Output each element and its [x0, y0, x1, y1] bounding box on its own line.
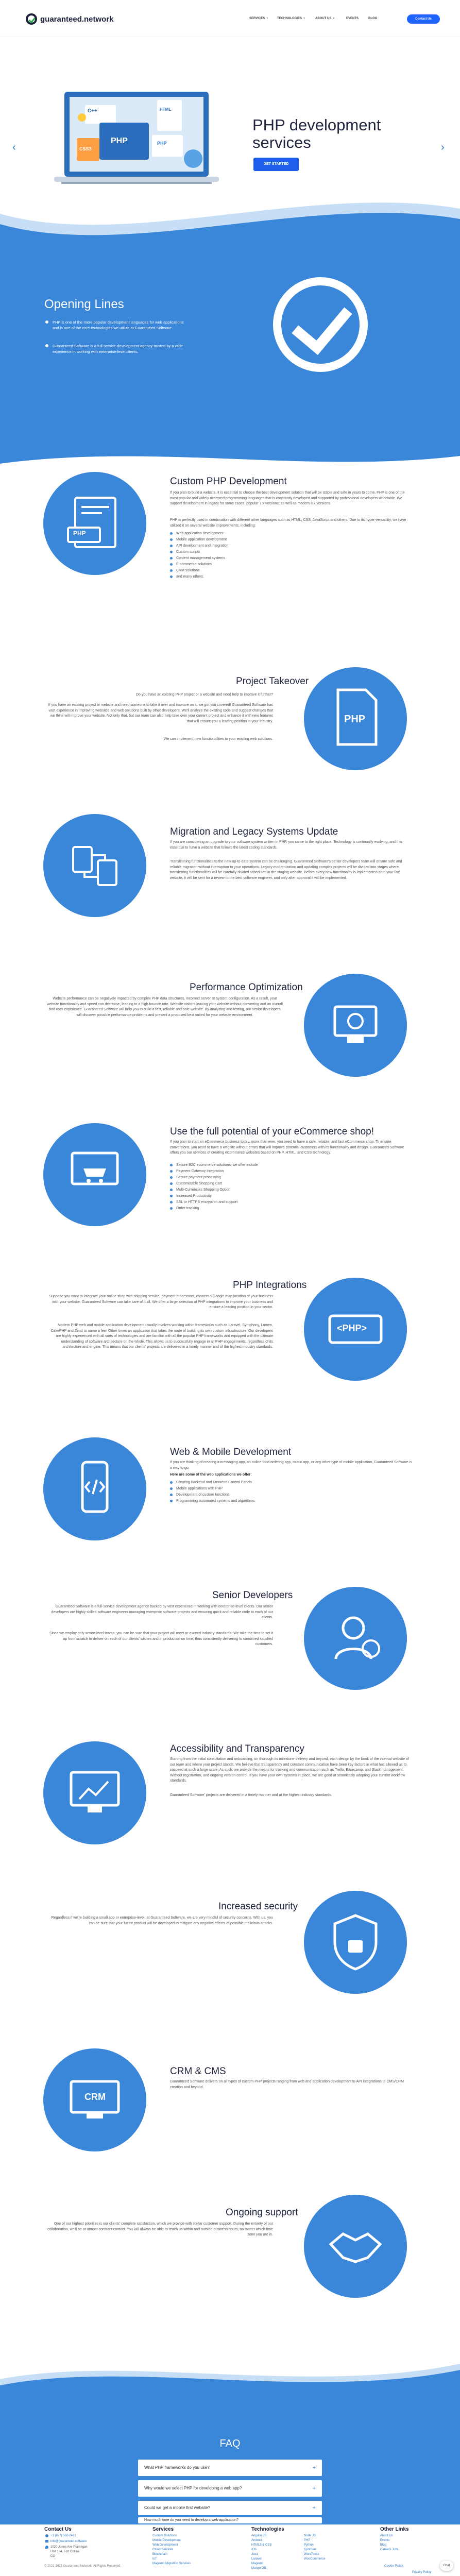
- nav-services[interactable]: [249, 17, 268, 20]
- brand-logo[interactable]: [26, 13, 114, 25]
- art-label-html: HTML: [160, 107, 172, 112]
- location-icon: [45, 2546, 48, 2549]
- list-item: Programming automated systems and algorithms: [170, 1498, 255, 1504]
- faq-item[interactable]: [138, 2517, 322, 2523]
- footer-link[interactable]: Magento: [251, 2562, 264, 2565]
- nav-about[interactable]: [315, 17, 335, 20]
- privacy-policy-link[interactable]: Privacy Policy: [412, 2571, 432, 2574]
- section-text: If you have an existing project or website and need someone to take it over and improve on it, we got you covered! Guaranteed Software has vast experience in improving websites and web solutions built by other developers. We'll analyze the existing code and suggest changes that we think will improve your website. Not only that, but our team can also help take over your current project and enhance it with new features that will ensure you a leading position in your industry.: [48, 703, 273, 723]
- plus-icon: +: [312, 2465, 316, 2471]
- list-item: Payment Gateway Integration: [170, 1168, 258, 1175]
- art-label-css: CSS3: [79, 146, 92, 151]
- footer-email-link[interactable]: info@guaranteed.software: [50, 2540, 87, 2543]
- list-item: Mobile application development: [170, 537, 229, 543]
- footer-technologies-title: Technologies: [251, 2527, 284, 2532]
- section-text: Guaranteed Software delivers on all types of custom PHP projects ranging from web and application development to API integrations to CMS/CRM creation and beyond.: [170, 2080, 404, 2089]
- list-item: Custom scripts: [170, 549, 229, 555]
- crm-icon-label: CRM: [84, 2092, 106, 2102]
- php-icon-label: PHP: [73, 530, 86, 537]
- carousel-prev-button[interactable]: ‹: [12, 142, 16, 153]
- section-text: Do you have an existing PHP project or a website and need help to improve it further?: [135, 693, 273, 697]
- section-text: Website performance can be negatively impacted by complex PHP data structures, incorrect server or system configuration. As a result, your website functionality and speed can decrease, leading to a high bounce rate. Website visitors leaving your website without converting and an overall bad user experience. Guaranteed Software will help you to build a fast, reliable and safe website. By analyzing and testing, our senior developers will discover possible performance problems and present a proposed best suited for your website environment.: [47, 997, 283, 1017]
- section-text: Modern PHP web and mobile application development usually involves working within frameworks such as Laravel, Symphony, Lumen, CakePHP and Zend to name a few. Other times an application that takes the route of building its own custom infrastructure. Our developers are highly experienced with all sorts of technologies and are familiar with all the popular PHP frameworks and equipped with the ultimate understanding of software architecture on the whole. This allows us to successfully engage in all PHP engagements, regardless of its architecture and engine. This means that our clients' projects are delivered in a timely manner and of the highest industry standards.: [50, 1324, 273, 1349]
- mobile-dev-icon: [43, 1437, 146, 1540]
- section-text: Guaranteed Software' projects are delivered in a timely manner and at the highest industry standards.: [170, 1793, 332, 1797]
- section-title: Increased security: [218, 1901, 298, 1912]
- nav-label: SERVICES: [249, 17, 265, 20]
- nav-technologies[interactable]: [277, 17, 305, 20]
- chat-widget-button[interactable]: Chat: [440, 2561, 453, 2571]
- footer-link[interactable]: About Us: [380, 2534, 393, 2537]
- footer-link[interactable]: Node JS: [304, 2534, 316, 2537]
- footer-link[interactable]: Careers Jobs: [380, 2548, 399, 2551]
- list-item: and many others.: [170, 574, 229, 580]
- footer-link[interactable]: iOS: [251, 2548, 257, 2551]
- faq-question: How much time do you need to develop a web application?: [144, 2518, 238, 2522]
- footer-address: 1020 Jones Ave Ptarmigan: [50, 2546, 88, 2549]
- footer-link[interactable]: Blockchain: [152, 2553, 168, 2556]
- mail-icon: [45, 2540, 48, 2543]
- hero-title: PHP development services: [252, 116, 381, 151]
- php-file-label: PHP: [344, 714, 366, 725]
- check-logo-icon: [26, 13, 37, 25]
- footer-link[interactable]: Java: [251, 2553, 258, 2556]
- mobile-list: [170, 1480, 255, 1504]
- footer-link[interactable]: PHP: [304, 2539, 311, 2542]
- section-text: Transitioning functionalities to the new up-to-date system can be challenging. Guaranteed Software's senior developers team will ensure safe and reliable migration without interruption to your operations. Legacy modernization and updating complex projects will be divided into stages where transferring functionalities will be carefully divided scheduled in the staging website. Before every new functionality is implemented onto your live website, it will be sent for a review to the best software engineer, and only after approval it will be implemented.: [170, 860, 402, 880]
- php-tag-icon: [304, 1278, 407, 1381]
- crm-icon: [43, 2048, 146, 2151]
- footer-link[interactable]: Blog: [380, 2544, 387, 2547]
- list-item: Secure payment processing: [170, 1175, 258, 1181]
- faq-title: FAQ: [219, 2438, 241, 2449]
- opening-item-text: PHP is one of the more popular development languages for web applications and is one of the core technologies we utilize at Guaranteed Software.: [53, 320, 184, 330]
- art-label-php-small: PHP: [157, 141, 167, 146]
- footer-link[interactable]: Laravel: [251, 2557, 262, 2561]
- checkmark-icon: [273, 277, 368, 372]
- opening-title: Opening Lines: [44, 297, 124, 311]
- footer-link[interactable]: Custom Solutions: [152, 2534, 177, 2537]
- faq-wave: [0, 2354, 460, 2396]
- section-text: One of our highest priorities is our clients' complete satisfaction, which we provide with stellar customer support. During the entirety of our collaboration, we'll be at utmost constant contact. You will always be able to reach us within and outside business hours, no matter which time zone you are in.: [47, 2222, 273, 2236]
- plus-icon: +: [312, 2485, 316, 2492]
- list-item: Development of custom functions: [170, 1492, 255, 1498]
- chevron-down-icon: ▼: [332, 17, 335, 20]
- handshake-icon: [304, 2195, 407, 2298]
- section-text: Suppose you want to integrate your online shop with shipping service, payment processors, connect a Google map location of your business with your website. Guaranteed Software can take care of it all. We offer a large selection of PHP integrations to improve your business and ensure a leading position in your sector.: [49, 1295, 273, 1309]
- bullet-icon: [45, 320, 48, 324]
- footer-link[interactable]: Android: [251, 2539, 262, 2542]
- band-wave: [0, 443, 460, 474]
- section-title: Web & Mobile Development: [170, 1447, 292, 1458]
- section-title: Accessibility and Transparency: [170, 1743, 304, 1754]
- faq-question: What PHP frameworks do you use?: [144, 2465, 210, 2470]
- nav-label: ABOUT US: [315, 17, 332, 20]
- list-item: Content management systems: [170, 555, 229, 562]
- section-text: Guaranteed Software is a full-service development agency backed by vast experience in working with enterprise-level clients. Our senior developers are highly skilled software engineers managing enterprise software projects and ensuring quick and reliable code to each of our clients.: [51, 1605, 273, 1619]
- list-item: Multi-Currencies Shopping Option: [170, 1187, 258, 1193]
- list-item: Web application development: [170, 531, 229, 537]
- footer-link[interactable]: IoT: [152, 2557, 157, 2561]
- chevron-down-icon: ▼: [266, 17, 269, 20]
- section-text: If you plan to build a website, it is essential to choose the best development solution that will be stable and safe in years to come. PHP is one of the most popular and widely accepted programming languages that is constantly developed and supported by professional developers worldwide. We support development in legacy for some cases; popular 7.x versions; as well as modern 8.x versions.: [170, 491, 405, 505]
- footer-other-title: Other Links: [380, 2527, 409, 2532]
- footer-phone-link[interactable]: +1 (877) 562-2461: [50, 2534, 76, 2537]
- footer-link[interactable]: Events: [380, 2539, 390, 2542]
- site-header: [0, 0, 460, 37]
- section-title: Migration and Legacy Systems Update: [170, 826, 338, 837]
- nav-label: BLOG: [368, 17, 378, 20]
- section-text: Regardless if we're building a small app or enterprise-level, at Guaranteed Software, we are very mindful of security concerns. With us, you can be sure that your future product will be developed to mitigate any negative effects of possible malicious attacks.: [51, 1916, 273, 1925]
- footer-link[interactable]: Python: [304, 2544, 314, 2547]
- nav-label: EVENTS: [346, 17, 359, 20]
- ecommerce-list: [170, 1162, 258, 1212]
- footer-link[interactable]: Angular JS: [251, 2534, 267, 2537]
- footer-link[interactable]: Mobile Development: [152, 2539, 181, 2542]
- footer-address: Unit 104, Fort Collins: [50, 2550, 80, 2553]
- laptop-illustration: [54, 87, 227, 205]
- footer-services-title: Services: [152, 2527, 174, 2532]
- footer-link[interactable]: Web Development: [152, 2544, 178, 2547]
- cookie-policy-link[interactable]: Cookie Policy: [384, 2565, 403, 2568]
- carousel-next-button[interactable]: ›: [441, 142, 445, 153]
- list-item: Order tracking: [170, 1206, 258, 1212]
- opening-item: [45, 319, 184, 331]
- section-title: Project Takeover: [236, 676, 309, 687]
- art-label-cpp: C++: [88, 108, 97, 114]
- copyright: © 2022-2023 Guaranteed Network. All Rights Reserved.: [44, 2565, 122, 2568]
- list-item: API development and integration: [170, 543, 229, 549]
- footer-link[interactable]: WooCommerce: [304, 2557, 326, 2561]
- php-file-icon: [304, 667, 407, 770]
- list-item: CRM solutions: [170, 568, 229, 574]
- footer-link[interactable]: SpotBee: [304, 2548, 316, 2551]
- section-text: Since we employ only senior-level teams, you can be sure that your project will meet or exceed industry standards. We take the time to set it up from scratch to deliver on each of our clients' wishes and in production on time, thus consistently delivering to combined satisfied customers.: [49, 1632, 273, 1646]
- section-text: Here are some of the web applications we offer:: [170, 1473, 252, 1477]
- section-text: PHP is perfectly used in combination with different other languages such as HTML, CSS, JavaScript and others. Due to its hyper-versatility, we have utilized it on several website improvements, including:: [170, 518, 406, 528]
- footer-contact-title: Contact Us: [44, 2527, 72, 2532]
- section-title: Custom PHP Development: [170, 476, 287, 487]
- brand-name: guaranteed.network: [40, 14, 114, 24]
- list-item: SSL or HTTPS encryption and support: [170, 1199, 258, 1206]
- phone-icon: [45, 2534, 48, 2537]
- services-list: [170, 531, 229, 580]
- security-icon: [304, 1891, 407, 1994]
- faq-item[interactable]: [138, 2480, 322, 2497]
- section-text: If you are considering an upgrade to your software system written in PHP, you came to the right place. Technology is continually evolving, and it is essential to have a website that follows the latest coding standards.: [170, 840, 402, 850]
- nav-label: TECHNOLOGIES: [277, 17, 302, 20]
- php-tag-label: <PHP>: [337, 1323, 367, 1333]
- section-title: CRM & CMS: [170, 2066, 226, 2077]
- database-migration-icon: [43, 814, 146, 917]
- section-title: Ongoing support: [226, 2207, 298, 2218]
- section-text: Starting from the initial consultation and onboarding, on thorough its milestone delivery and beyond, each design by the book of the internal website of our team and where your project stands. We believe that transparency and constant communication have been key factors in what has allowed us to succeed at such a large scale. As such, we provide the means for tracking and communication such as Trello, Basecamp, and Slack management. Without registration, and ongoing version control. If you have your own systems in place, we are good at seamlessly adopting your current workflow standards.: [170, 1757, 409, 1783]
- section-title: Performance Optimization: [190, 982, 303, 993]
- developer-icon: [304, 1587, 407, 1690]
- opening-item: [45, 343, 184, 354]
- section-title: PHP Integrations: [233, 1280, 307, 1291]
- faq-item[interactable]: [138, 2501, 322, 2515]
- list-item: E-commerce solutions: [170, 562, 229, 568]
- faq-item[interactable]: [138, 2460, 322, 2476]
- footer-link[interactable]: Magento Migration Services: [152, 2562, 191, 2565]
- footer-link[interactable]: HTML5 & CSS: [251, 2544, 272, 2547]
- list-item: Secure B2C ecommerce solutions, we offer include: [170, 1162, 258, 1168]
- art-label-php: PHP: [111, 137, 128, 145]
- footer-link[interactable]: Mango DB: [251, 2567, 266, 2570]
- transparency-icon: [43, 1741, 146, 1844]
- footer-link[interactable]: WordPress: [304, 2553, 319, 2556]
- footer-link[interactable]: Cloud Services: [152, 2548, 174, 2551]
- section-title: Senior Developers: [212, 1590, 293, 1601]
- nav-events[interactable]: [346, 17, 359, 20]
- performance-icon: [304, 974, 407, 1077]
- contact-us-button[interactable]: Contact Us: [407, 14, 440, 24]
- nav-blog[interactable]: [368, 17, 377, 20]
- list-item: Customizable Shopping Cart: [170, 1181, 258, 1187]
- section-text: If you are thinking of creating a messaging app, an online food ordering app, music app, or any other type of mobile application, Guaranteed Software is a way to go.: [170, 1461, 412, 1470]
- section-title: Use the full potential of your eCommerce shop!: [170, 1126, 374, 1137]
- list-item: Increased Productivity: [170, 1193, 258, 1199]
- section-text: If you plan to start an eCommerce business today, more than ever, you need to have a safe, reliable, and fast eCommerce shop. To ensure conversions, you need to have a website without errors that will improve potential customers with its functionality and design. Guaranteed Software offers you our services of creating eCommerce websites based on PHP, HTML, and CSS technology.: [170, 1140, 404, 1155]
- faq-question: Could we get a mobile first website?: [144, 2505, 211, 2510]
- list-item: Mobile applications with PHP: [170, 1486, 255, 1492]
- chevron-down-icon: ▼: [303, 17, 305, 20]
- php-code-icon: [43, 472, 146, 575]
- opening-item-text: Guaranteed Software is a full-service development agency trusted by a wide experience in working with enterprise-level clients.: [53, 344, 183, 354]
- section-text: We can implement new functionalities to your existing web solutions.: [163, 737, 273, 741]
- bullet-icon: [45, 344, 48, 347]
- footer-address: CO: [50, 2555, 55, 2558]
- plus-icon: +: [312, 2505, 316, 2511]
- faq-question: Why would we select PHP for developing a web app?: [144, 2486, 242, 2490]
- ecommerce-icon: [43, 1123, 146, 1226]
- list-item: Creating Backend and Frontend Control Panels: [170, 1480, 255, 1486]
- get-started-button[interactable]: GET STARTED: [253, 158, 299, 171]
